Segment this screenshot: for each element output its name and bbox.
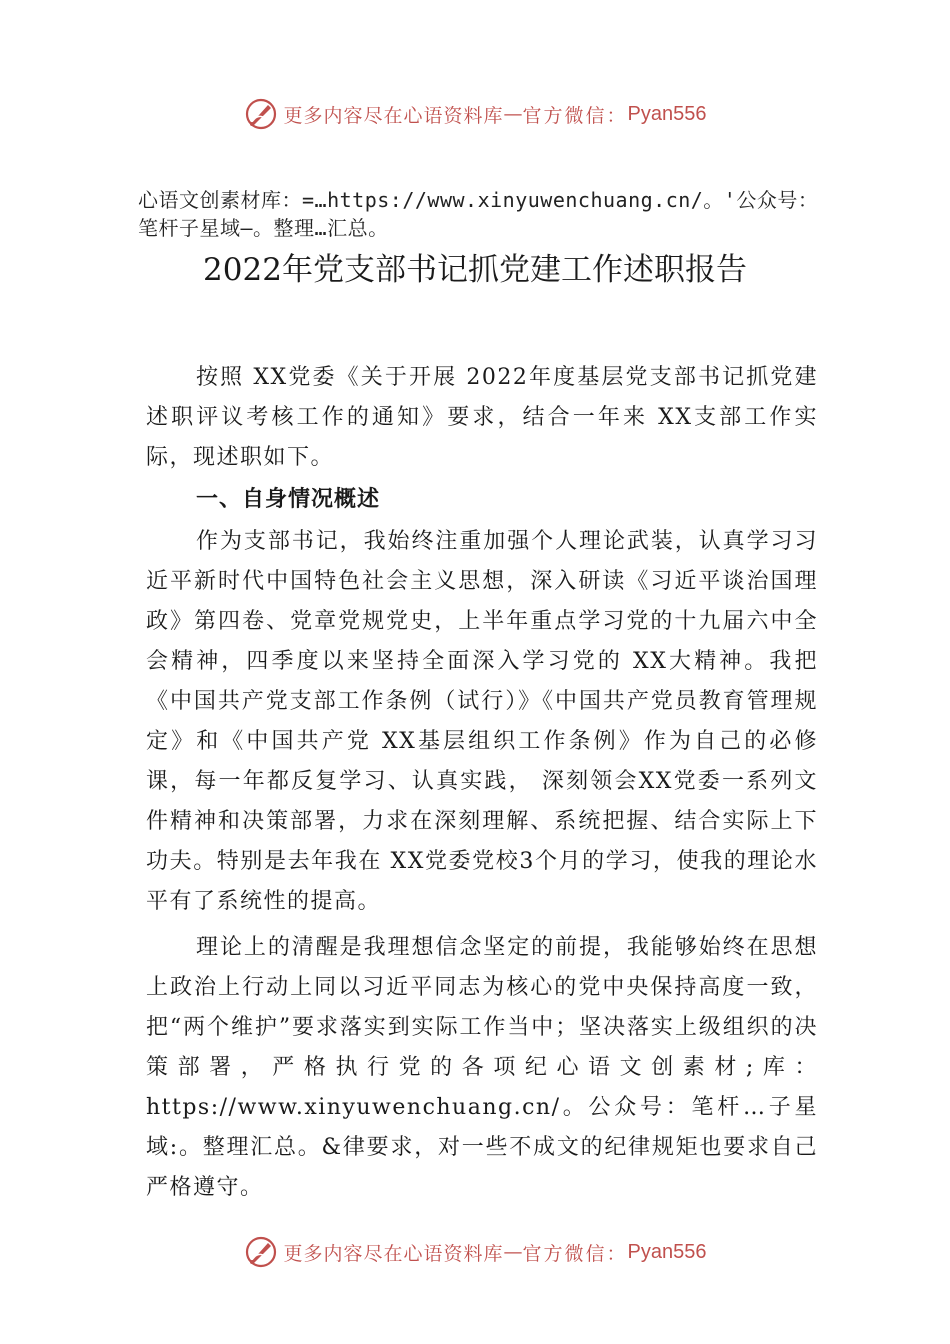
banner-text: 更多内容尽在心语资料库 bbox=[283, 1242, 504, 1265]
quill-pen-logo-icon bbox=[244, 97, 278, 131]
banner-dash: — bbox=[503, 1241, 523, 1263]
body-paragraph: 理论上的清醒是我理想信念坚定的前提，我能够始终在思想上政治上行动上同以习近平同志为核心的党中央保持高度一致，把“两个维护”要求落实到实际工作当中；坚决落实上级组织的决策部署，严格执行党的各项纪心语文创素材;库：https://www.xinyuwenchuang.cn/。公众号：笔杆…子星域:。整理汇总。&律要求，对一些不成文的纪律规矩也要求自己严格遵守。 bbox=[146, 935, 818, 1200]
section-heading: 一、自身情况概述 bbox=[196, 487, 381, 512]
banner-wechat-id: Pyan556 bbox=[627, 1240, 707, 1263]
banner-text: 更多内容尽在心语资料库 bbox=[283, 104, 504, 127]
banner-wechat-label: 官方微信： bbox=[522, 1242, 628, 1265]
banner-dash: — bbox=[503, 103, 523, 125]
document-title: 2022年党支部书记抓党建工作述职报告 bbox=[203, 252, 747, 288]
header-banner bbox=[0, 94, 950, 134]
footer-banner bbox=[0, 1232, 950, 1272]
body-paragraph: 作为支部书记，我始终注重加强个人理论武装，认真学习习近平新时代中国特色社会主义思想，深入研读《习近平谈治国理政》第四卷、党章党规党史，上半年重点学习党的十九届六中全会精神，四季度以来坚持全面深入学习党的 XX大精神。我把《中国共产党支部工作条例（试行）》《中国共产党员教育管理规定》和《中国共产党 XX基层组织工作条例》作为自己的必修课，每一年都反复学习、认真实践， 深刻领会XX党委一系列文件精神和决策部署，力求在深刻理解、系统把握、结合实际上下功夫。特别是去年我在 XX党委党校3个月的学习，使我的理论水平有了系统性的提高。 bbox=[146, 529, 818, 914]
banner-wechat-id: Pyan556 bbox=[627, 102, 707, 125]
source-note: 心语文创素材库：=…https://www.xinyuwenchuang.cn/。'公众号：笔杆子星域—。整理…汇总。 bbox=[138, 188, 819, 240]
banner-wechat-label: 官方微信： bbox=[522, 104, 628, 127]
intro-paragraph: 按照 XX党委《关于开展 2022年度基层党支部书记抓党建述职评议考核工作的通知》要求，结合一年来 XX支部工作实际，现述职如下。 bbox=[146, 365, 818, 470]
quill-pen-logo-icon bbox=[244, 1235, 278, 1269]
